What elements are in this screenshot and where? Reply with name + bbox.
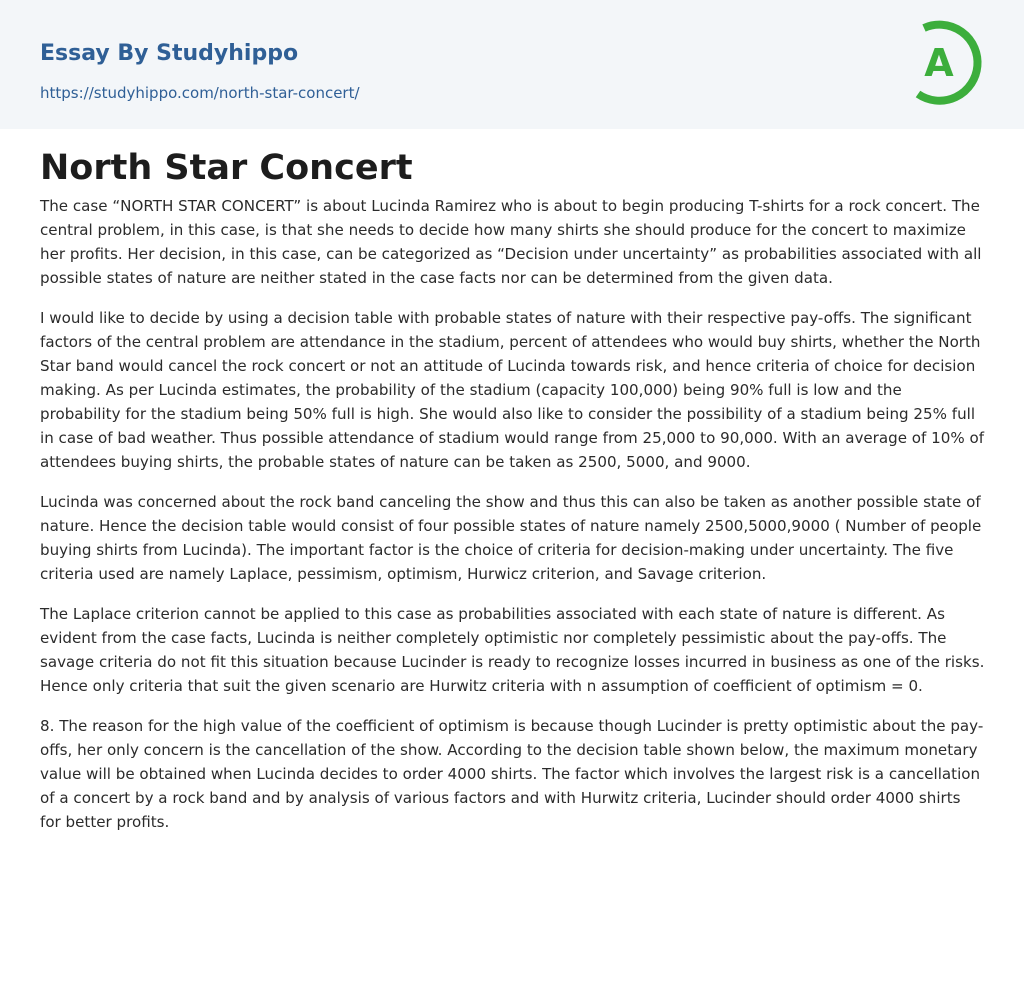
paragraph-2: I would like to decide by using a decision table with probable states of nature with their respective pay-offs. The significant factors of the central problem are attendance in the stadium, percent of attendees who would buy shirts, whether the North Star band would cancel the rock concert or not an attitude of Lucinda towards risk, and hence criteria of choice for decision making. As per Lucinda estimates, the probability of the stadium (capacity 100,000) being 90% full is low and the probability for the stadium being 50% full is high. She would also like to consider the possibility of a stadium being 25% full in case of bad weather. Thus possible attendance of stadium would range from 25,000 to 90,000. With an average of 10% of attendees buying shirts, the probable states of nature can be taken as 2500, 5000, and 9000. bbox=[40, 309, 985, 471]
logo-letter: A bbox=[924, 41, 954, 85]
paragraph-4: The Laplace criterion cannot be applied to this case as probabilities associated with each state of nature is different. As evident from the case facts, Lucinda is neither completely optimistic nor completely pessimistic about the pay-offs. The savage criteria do not fit this situation because Lucinder is ready to recognize losses incurred in business as one of the risks. Hence only criteria that suit the given scenario are Hurwitz criteria with n assumption of coefficient of optimism = 0. bbox=[40, 605, 985, 695]
paragraph-5: 8. The reason for the high value of the coefficient of optimism is because though Lucinder is pretty optimistic about the pay-offs, her only concern is the cancellation of the show. According to the decision table shown below, the maximum monetary value will be obtained when Lucinda decides to order 4000 shirts. The factor which involves the largest risk is a cancellation of a concert by a rock band and by analysis of various factors and with Hurwitz criteria, Lucinder should order 4000 shirts for better profits. bbox=[40, 717, 984, 831]
paragraph-3: Lucinda was concerned about the rock band canceling the show and thus this can also be taken as another possible state of nature. Hence the decision table would consist of four possible states of nature namely 2500,5000,9000 ( Number of people buying shirts from Lucinda). The important factor is the choice of criteria for decision-making under uncertainty. The five criteria used are namely Laplace, pessimism, optimism, Hurwicz criterion, and Savage criterion. bbox=[40, 493, 982, 583]
page-title: North Star Concert bbox=[40, 148, 413, 188]
site-header bbox=[0, 0, 1024, 129]
studyhippo-logo-icon[interactable] bbox=[896, 18, 988, 106]
article-url-link[interactable]: https://studyhippo.com/north-star-concert/ bbox=[40, 84, 360, 102]
paragraph-1: The case “NORTH STAR CONCERT” is about Lucinda Ramirez who is about to begin producing T-shirts for a rock concert. The central problem, in this case, is that she needs to decide how many shirts she should produce for the concert to maximize her profits. Her decision, in this case, can be categorized as “Decision under uncertainty” as probabilities associated with all possible states of nature are neither stated in the case facts nor can be determined from the given data. bbox=[40, 197, 982, 287]
article-body bbox=[40, 194, 986, 850]
site-name[interactable]: Essay By Studyhippo bbox=[40, 41, 299, 66]
